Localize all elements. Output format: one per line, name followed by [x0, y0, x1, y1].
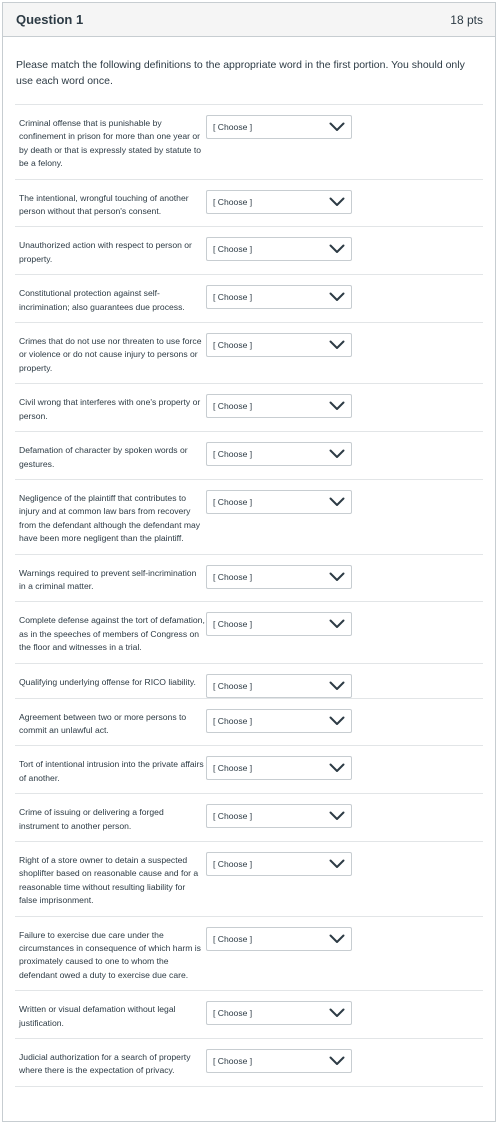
chevron-down-icon: [329, 716, 345, 726]
answer-select-value: [ Choose ]: [213, 715, 253, 726]
answer-select-value: [ Choose ]: [213, 933, 253, 944]
answer-select[interactable]: [206, 333, 352, 357]
match-definition: Tort of intentional intrusion into the private affairs of another.: [19, 759, 204, 783]
match-definition: Negligence of the plaintiff that contributes to injury and at common law bars from recovery from the defendant although the defendant may have been more negligent than the plaintiff.: [19, 492, 201, 544]
match-definition: Warnings required to prevent self-incrimination in a criminal matter.: [19, 567, 197, 591]
answer-select[interactable]: [206, 190, 352, 214]
answer-select-value: [ Choose ]: [213, 763, 253, 774]
answer-select-value: [ Choose ]: [213, 680, 253, 691]
match-definition: The intentional, wrongful touching of another person without that person's consent.: [19, 192, 189, 217]
match-definition: Civil wrong that interferes with one's property or person.: [19, 397, 201, 421]
match-definition: Qualifying underlying offense for RICO liability.: [19, 676, 196, 687]
chevron-down-icon: [329, 619, 345, 629]
match-row: [15, 917, 483, 992]
chevron-down-icon: [329, 197, 345, 207]
chevron-down-icon: [329, 340, 345, 350]
match-row: [15, 180, 483, 228]
match-row: [15, 227, 483, 275]
answer-select[interactable]: [206, 115, 352, 139]
match-row: [15, 699, 483, 747]
match-row: [15, 746, 483, 794]
question-header: [3, 3, 495, 37]
chevron-down-icon: [329, 934, 345, 944]
chevron-down-icon: [329, 1056, 345, 1066]
chevron-down-icon: [329, 1008, 345, 1018]
match-definition: Failure to exercise due care under the circumstances in consequence of which harm is proximately caused to one to whom the defendant owed a duty to exercise due care.: [19, 929, 201, 980]
chevron-down-icon: [329, 292, 345, 302]
answer-select[interactable]: [206, 490, 352, 514]
answer-select-value: [ Choose ]: [213, 340, 253, 351]
match-definition: Written or visual defamation without legal justification.: [19, 1004, 176, 1028]
answer-select[interactable]: [206, 674, 352, 698]
chevron-down-icon: [329, 244, 345, 254]
match-row: [15, 105, 483, 180]
match-definition: Constitutional protection against self-incrimination; also guarantees due process.: [19, 288, 185, 312]
chevron-down-icon: [329, 859, 345, 869]
answer-select[interactable]: [206, 237, 352, 261]
answer-select-value: [ Choose ]: [213, 571, 253, 582]
match-row: [15, 432, 483, 480]
answer-select-value: [ Choose ]: [213, 196, 253, 207]
match-list: [15, 104, 483, 1087]
answer-select-value: [ Choose ]: [213, 811, 253, 822]
match-row: [15, 991, 483, 1039]
answer-select-value: [ Choose ]: [213, 401, 253, 412]
match-row: [15, 602, 483, 663]
answer-select[interactable]: [206, 756, 352, 780]
match-row: [15, 480, 483, 555]
answer-select-value: [ Choose ]: [213, 619, 253, 630]
answer-select[interactable]: [206, 927, 352, 951]
question-body: [3, 37, 495, 1087]
answer-select[interactable]: [206, 442, 352, 466]
match-definition: Criminal offense that is punishable by confinement in prison for more than one year or by death or that is expressly stated by statute to be a felony.: [19, 118, 202, 169]
match-row: [15, 323, 483, 384]
answer-select[interactable]: [206, 709, 352, 733]
match-definition: Defamation of character by spoken words or gestures.: [19, 445, 188, 469]
answer-select-value: [ Choose ]: [213, 859, 253, 869]
chevron-down-icon: [329, 763, 345, 773]
match-row: [15, 555, 483, 603]
answer-select-value: [ Choose ]: [213, 496, 253, 507]
chevron-down-icon: [329, 449, 345, 459]
answer-select-value: [ Choose ]: [213, 244, 253, 255]
question-title: Question 1: [16, 12, 84, 27]
match-row: [15, 384, 483, 432]
chevron-down-icon: [329, 122, 345, 132]
answer-select-value: [ Choose ]: [213, 1056, 253, 1067]
answer-select[interactable]: [206, 804, 352, 828]
answer-select[interactable]: [206, 1049, 352, 1073]
match-definition: Crimes that do not use nor threaten to use force or violence or do not cause injury to persons or property.: [19, 336, 202, 373]
answer-select[interactable]: [206, 612, 352, 636]
chevron-down-icon: [329, 497, 345, 507]
match-definition: Crime of issuing or delivering a forged instrument to another person.: [19, 807, 164, 831]
answer-select[interactable]: [206, 394, 352, 418]
answer-select[interactable]: [206, 852, 352, 876]
match-row: [15, 794, 483, 842]
match-definition: Right of a store owner to detain a suspected shoplifter based on reasonable cause and for a reasonable time without resulting liability for false imprisonment.: [19, 855, 199, 906]
match-row: [15, 664, 483, 699]
match-definition: Judicial authorization for a search of property where there is the expectation of privacy.: [19, 1052, 191, 1076]
chevron-down-icon: [329, 681, 345, 691]
question-points: 18 pts: [450, 12, 483, 27]
chevron-down-icon: [329, 811, 345, 821]
answer-select-value: [ Choose ]: [213, 449, 253, 460]
answer-select-value: [ Choose ]: [213, 292, 253, 303]
answer-select[interactable]: [206, 565, 352, 589]
question-prompt: Please match the following definitions to the appropriate word in the first portion. You should only use each word once.: [16, 59, 465, 87]
match-row: [15, 1039, 483, 1087]
answer-select-value: [ Choose ]: [213, 1008, 253, 1019]
chevron-down-icon: [329, 572, 345, 582]
answer-select[interactable]: [206, 285, 352, 309]
question-card: [2, 2, 496, 1122]
answer-select[interactable]: [206, 1001, 352, 1025]
match-row: [15, 842, 483, 917]
match-definition: Complete defense against the tort of defamation, as in the speeches of members of Congress on the floor and witnesses in a trial.: [19, 615, 205, 653]
chevron-down-icon: [329, 401, 345, 411]
match-definition: Unauthorized action with respect to person or property.: [19, 240, 192, 264]
match-definition: Agreement between two or more persons to commit an unlawful act.: [19, 711, 187, 735]
match-row: [15, 275, 483, 323]
answer-select-value: [ Choose ]: [213, 122, 253, 132]
